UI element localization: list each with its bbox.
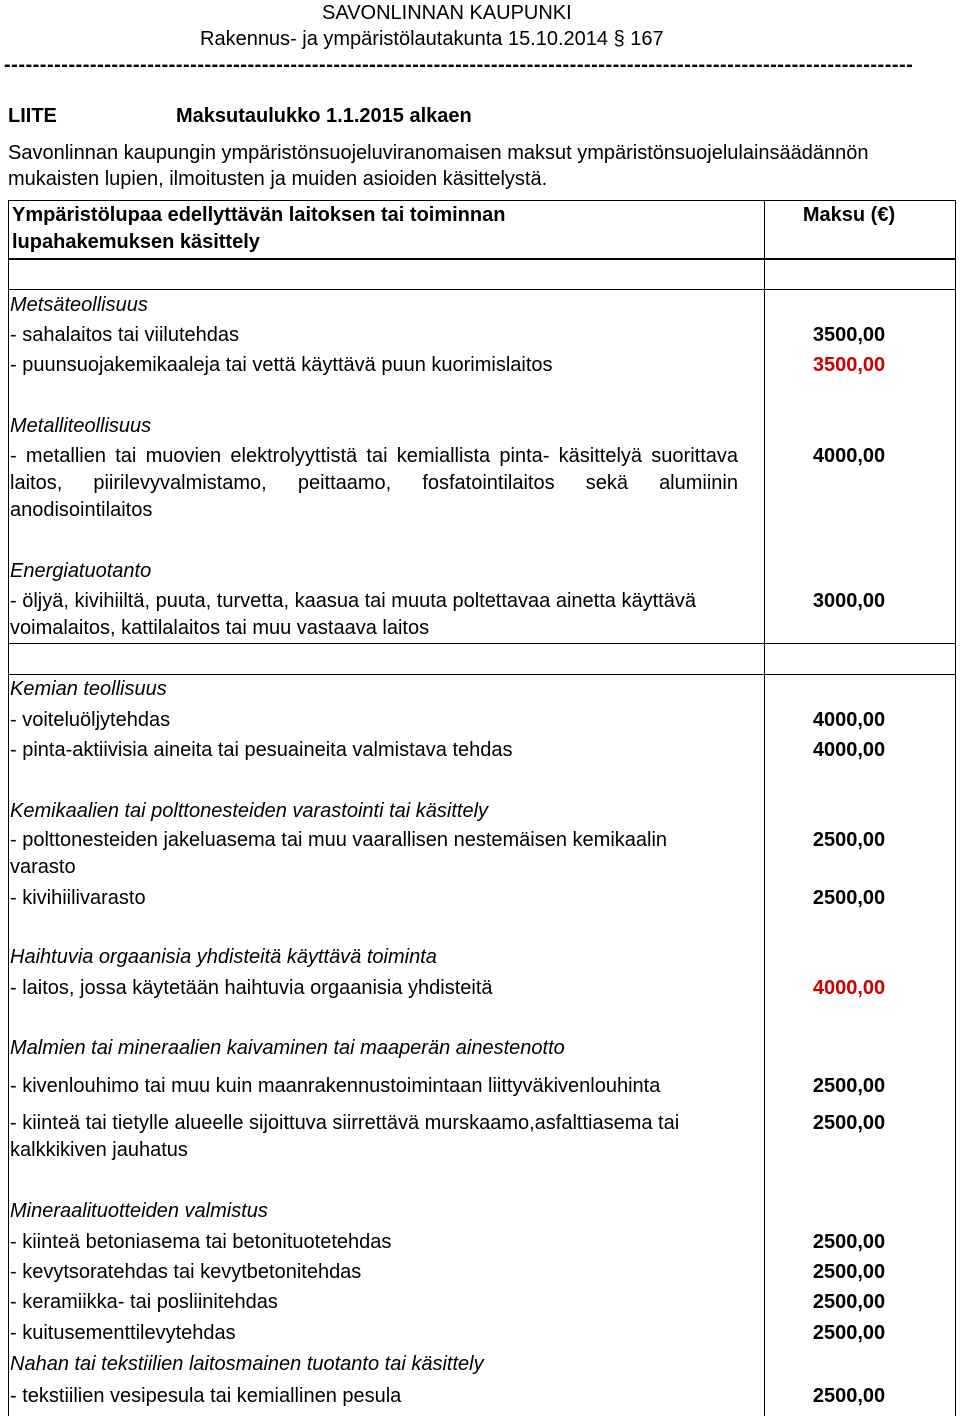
org-name: SAVONLINNAN KAUPUNKI	[322, 2, 572, 24]
table-row-label: - kuitusementtilevytehdas	[10, 1322, 236, 1344]
category-heading: Metalliteollisuus	[10, 415, 152, 437]
appendix-label: LIITE	[8, 105, 57, 127]
table-row-fee: 2500,00	[812, 1385, 886, 1407]
table-row-label: - keramiikka- tai posliinitehdas	[10, 1291, 278, 1313]
intro-line-2: mukaisten lupien, ilmoitusten ja muiden asioiden käsittelystä.	[8, 168, 548, 190]
table-row-label: - kivihiilivarasto	[10, 887, 146, 909]
fee-table	[8, 200, 956, 1416]
category-heading: Mineraalituotteiden valmistus	[10, 1200, 268, 1222]
table-row-label: - polttonesteiden jakeluasema tai muu vaarallisen nestemäisen kemikaalin varasto	[10, 829, 668, 878]
table-border-right	[955, 200, 956, 1416]
intro-line-1: Savonlinnan kaupungin ympäristönsuojeluviranomaisen maksut ympäristönsuojelulainsäädännön	[8, 142, 869, 164]
table-row-label: - kiinteä betoniasema tai betonituotetehdas	[10, 1231, 392, 1253]
meeting-line: Rakennus- ja ympäristölautakunta 15.10.2014 § 167	[200, 28, 664, 50]
table-row-label: - sahalaitos tai viilutehdas	[10, 324, 240, 346]
table-row-fee: 2500,00	[812, 1291, 886, 1313]
category-heading: Malmien tai mineraalien kaivaminen tai maaperän ainestenotto	[10, 1037, 565, 1059]
column-header-fee: Maksu (€)	[802, 204, 896, 226]
category-heading: Nahan tai tekstiilien laitosmainen tuotanto tai käsittely	[10, 1353, 484, 1375]
category-heading: Kemikaalien tai polttonesteiden varastointi tai käsittely	[10, 800, 489, 822]
document-title: Maksutaulukko 1.1.2015 alkaen	[176, 105, 472, 127]
table-row-fee: 2500,00	[812, 829, 886, 851]
table-row-label: - pinta-aktiivisia aineita tai pesuaineita valmistava tehdas	[10, 739, 513, 761]
table-row-label: - kevytsoratehdas tai kevytbetonitehdas	[10, 1261, 362, 1283]
table-row-fee: 3000,00	[812, 590, 886, 612]
table-row-fee: 2500,00	[812, 1322, 886, 1344]
table-row-fee: 2500,00	[812, 1075, 886, 1097]
table-row-fee: 3500,00	[812, 324, 886, 346]
category-heading: Energiatuotanto	[10, 560, 152, 582]
header-separator: -------------------------------------------------------------------------------------------------------------------------------	[4, 54, 914, 76]
table-row-fee: 4000,00	[812, 709, 886, 731]
category-heading: Haihtuvia orgaanisia yhdisteitä käyttävä toiminta	[10, 946, 437, 968]
column-header-activity-line-1: Ympäristölupaa edellyttävän laitoksen tai toiminnan	[12, 204, 506, 226]
column-header-activity-line-2: lupahakemuksen käsittely	[12, 231, 260, 253]
table-row-label: - puunsuojakemikaaleja tai vettä käyttävä puun kuorimislaitos	[10, 354, 553, 376]
table-row-fee: 3500,00	[812, 354, 886, 376]
row-rule	[8, 643, 956, 644]
table-border-top	[8, 200, 956, 201]
table-row-fee: 4000,00	[812, 445, 886, 467]
table-row-fee: 2500,00	[812, 1261, 886, 1283]
table-row-fee: 4000,00	[812, 739, 886, 761]
category-heading: Metsäteollisuus	[10, 294, 148, 316]
table-row-label: - laitos, jossa käytetään haihtuvia orgaanisia yhdisteitä	[10, 977, 493, 999]
table-row-label: - kiinteä tai tietylle alueelle sijoittuva siirrettävä murskaamo,asfalttiasema tai kalkkikiven jauhatus	[10, 1112, 680, 1161]
table-row-fee: 4000,00	[812, 977, 886, 999]
table-row-label: - voiteluöljytehdas	[10, 709, 171, 731]
row-rule	[8, 289, 956, 290]
table-row-label: - tekstiilien vesipesula tai kemiallinen pesula	[10, 1385, 402, 1407]
table-row-label: - metallien tai muovien elektrolyyttistä tai kemiallista pinta- käsittelyä suorittava laitos, piirilevyvalmistamo, peittaamo, fosfatointilaitos sekä alumiinin anodisointilaitos	[10, 445, 738, 521]
table-row-label: - öljyä, kivihiiltä, puuta, turvetta, kaasua tai muuta poltettavaa ainetta käyttävä voimalaitos, kattilalaitos tai muu vastaava laitos	[10, 590, 696, 639]
row-rule	[8, 674, 956, 675]
header-rule	[8, 258, 956, 260]
table-border-left	[8, 200, 9, 1416]
table-row-fee: 2500,00	[812, 1112, 886, 1134]
category-heading: Kemian teollisuus	[10, 678, 167, 700]
table-row-fee: 2500,00	[812, 1231, 886, 1253]
table-row-label: - kivenlouhimo tai muu kuin maanrakennustoimintaan liittyväkivenlouhinta	[10, 1075, 661, 1097]
table-row-fee: 2500,00	[812, 887, 886, 909]
